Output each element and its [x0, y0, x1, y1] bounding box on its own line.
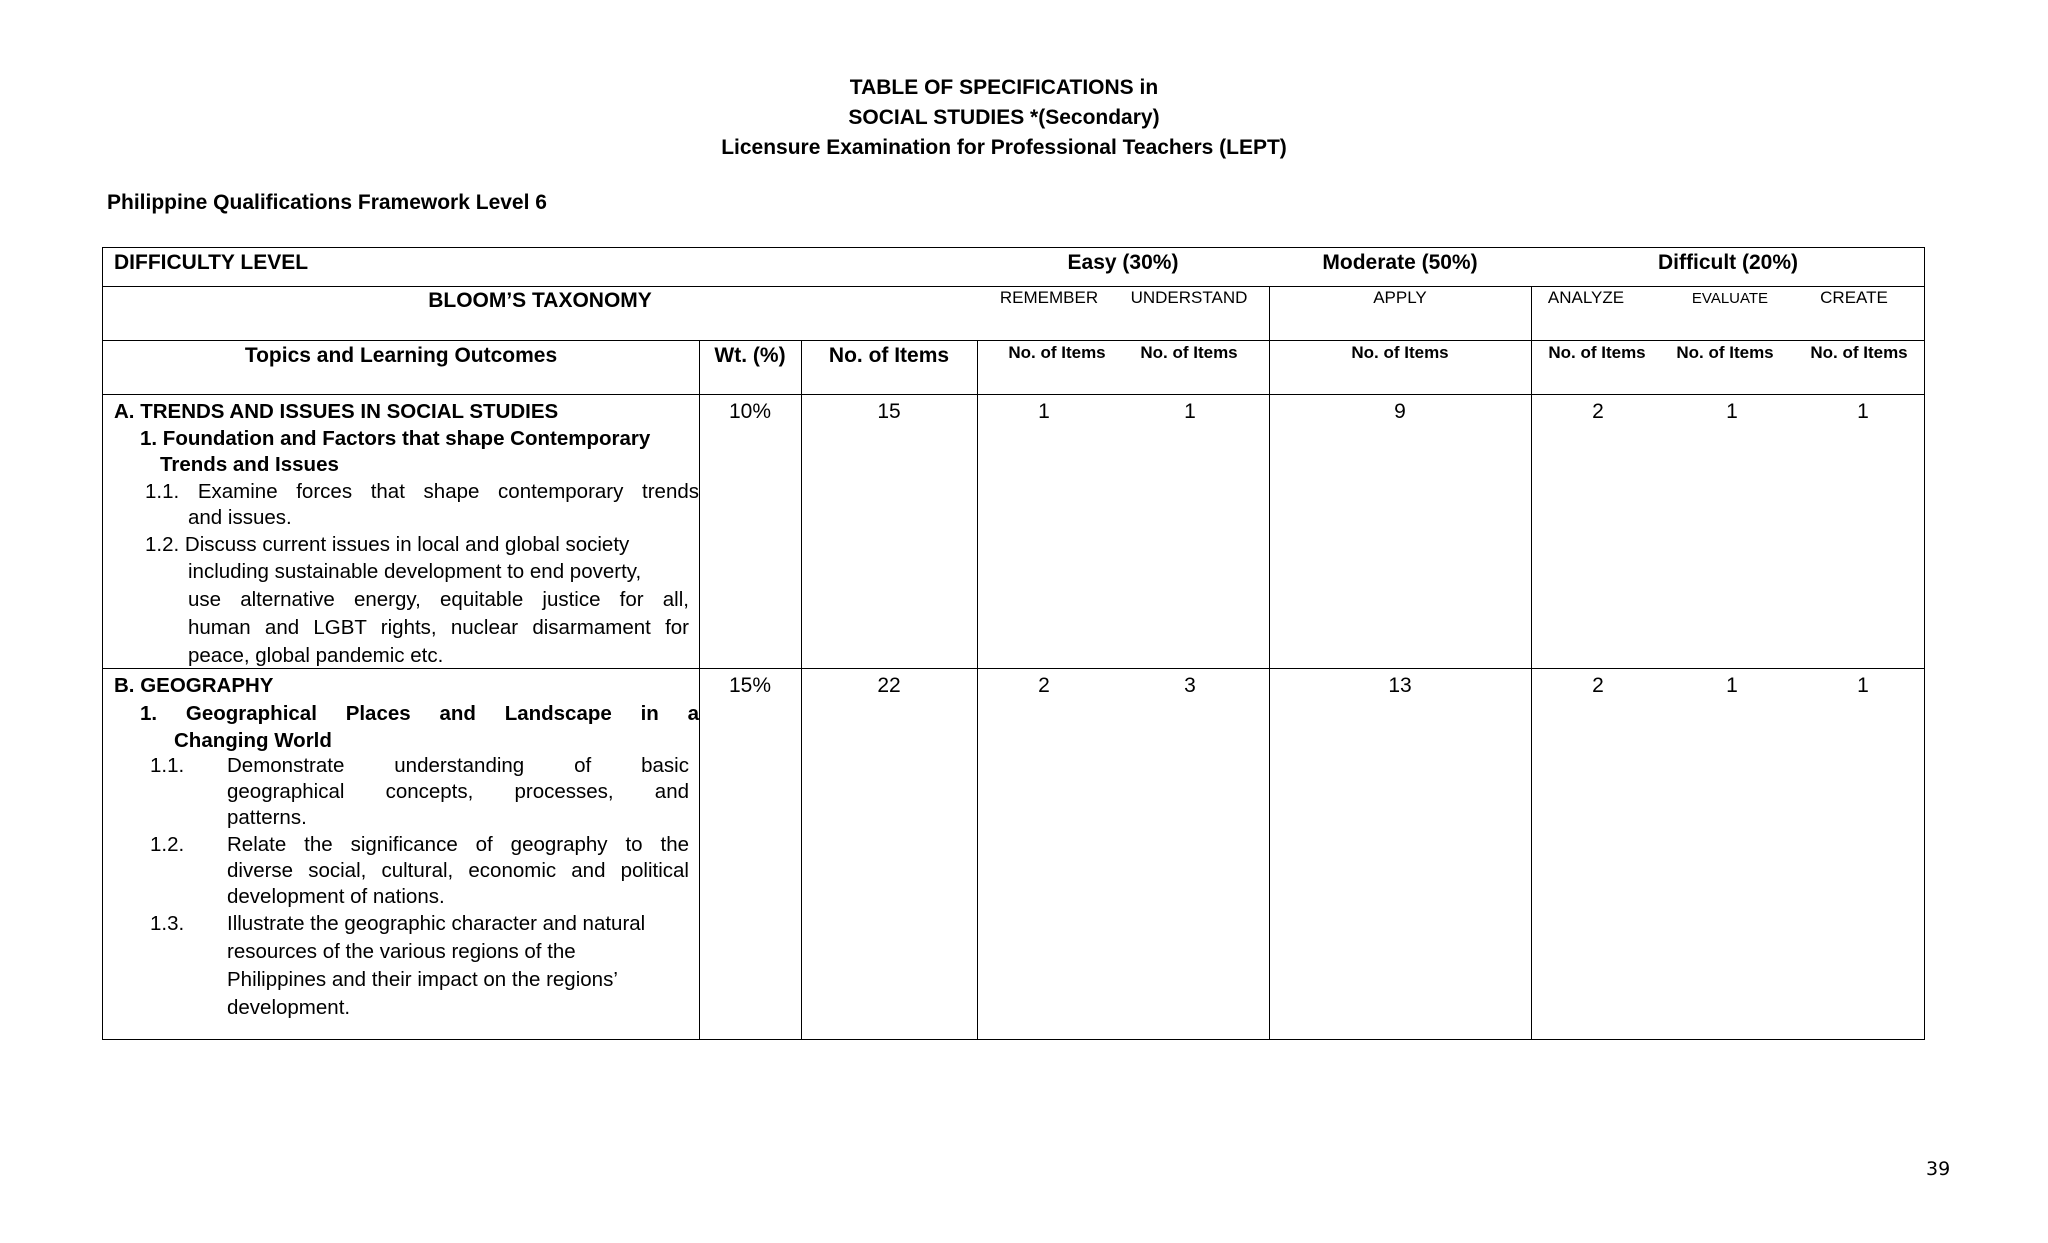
title-line-3: Licensure Examination for Professional Teachers (LEPT) — [721, 136, 1287, 159]
divider — [1531, 286, 1532, 1040]
page-number: 39 — [1926, 1158, 1951, 1180]
row-a-outcome-2-cont-2: use alternative energy, equitable justice for all, — [188, 588, 689, 611]
row-b-weight: 15% — [728, 674, 772, 697]
create-items-header: No. of Items — [1810, 343, 1908, 362]
row-b-remember: 2 — [1038, 674, 1050, 697]
row-b-outcome-1-cont-2: patterns. — [227, 806, 307, 829]
bloom-taxonomy-label: BLOOM’S TAXONOMY — [428, 289, 652, 312]
row-b-outcome-3-cont-3: development. — [227, 996, 351, 1019]
easy-label: Easy (30%) — [1067, 251, 1179, 274]
row-b-outcome-1-cont-1: geographical concepts, processes, and — [227, 780, 689, 803]
row-b-understand: 3 — [1184, 674, 1196, 697]
evaluate-items-header: No. of Items — [1676, 343, 1774, 362]
divider — [801, 340, 802, 1040]
moderate-label: Moderate (50%) — [1322, 251, 1478, 274]
row-b-outcomes — [114, 753, 699, 1023]
row-a-remember: 1 — [1038, 400, 1050, 423]
row-a-understand: 1 — [1184, 400, 1196, 423]
title-line-1: TABLE OF SPECIFICATIONS in — [849, 76, 1159, 99]
row-b-outcome-2-number: 1.2. — [150, 833, 185, 856]
difficult-label: Difficult (20%) — [1657, 251, 1799, 274]
level-apply: APPLY — [1373, 288, 1427, 307]
row-b-outcome-2-cont-1: diverse social, cultural, economic and political — [227, 859, 689, 882]
row-b-outcome-1-number: 1.1. — [150, 754, 185, 777]
row-b-outcome-3-cont-2: Philippines and their impact on the regions’ — [227, 968, 618, 991]
row-b-subheading: 1. Geographical Places and Landscape in a — [140, 701, 699, 725]
row-a-outcome-2-cont-4: peace, global pandemic etc. — [188, 644, 444, 667]
level-remember: REMEMBER — [999, 288, 1099, 307]
framework-label: Philippine Qualifications Framework Level 6 — [107, 191, 547, 214]
row-a-outcome-1-cont: and issues. — [188, 506, 292, 529]
row-a-outcome-2-cont-1: including sustainable development to end poverty, — [188, 560, 642, 583]
difficulty-level-label: DIFFICULTY LEVEL — [114, 251, 309, 274]
row-b-heading: B. GEOGRAPHY — [114, 674, 274, 697]
row-a-outcome-1: 1.1. Examine forces that shape contemporary trends — [145, 479, 699, 503]
row-b-analyze: 2 — [1592, 674, 1604, 697]
row-b-subheading-cont: Changing World — [174, 728, 332, 752]
topics-header: Topics and Learning Outcomes — [244, 344, 558, 367]
row-a-heading: A. TRENDS AND ISSUES IN SOCIAL STUDIES — [114, 400, 559, 423]
analyze-items-header: No. of Items — [1548, 343, 1646, 362]
remember-items-header: No. of Items — [1008, 343, 1106, 362]
specifications-table — [102, 247, 1925, 1040]
understand-items-header: No. of Items — [1140, 343, 1238, 362]
row-b-outcome-3-cont-1: resources of the various regions of the — [227, 940, 576, 963]
row-b-apply: 13 — [1388, 674, 1412, 697]
row-a-subheading-cont: Trends and Issues — [160, 453, 339, 476]
row-b-outcome-2-cont-2: development of nations. — [227, 885, 445, 908]
divider — [699, 340, 700, 1040]
divider — [103, 340, 1924, 341]
row-b-evaluate: 1 — [1726, 674, 1738, 697]
apply-items-header: No. of Items — [1351, 343, 1449, 362]
row-b-create: 1 — [1857, 674, 1869, 697]
row-b-outcome-1: Demonstrate understanding of basic — [227, 754, 689, 777]
row-b-outcome-2: Relate the significance of geography to the — [227, 833, 689, 856]
row-b-outcome-3-number: 1.3. — [150, 912, 185, 935]
divider — [1269, 286, 1270, 1040]
row-a-items: 15 — [877, 400, 901, 423]
weight-header: Wt. (%) — [714, 344, 786, 367]
level-analyze: ANALYZE — [1547, 288, 1625, 307]
row-a-weight: 10% — [728, 400, 772, 423]
row-a-evaluate: 1 — [1726, 400, 1738, 423]
row-b-outcome-3: Illustrate the geographic character and natural — [227, 912, 646, 935]
row-a-analyze: 2 — [1592, 400, 1604, 423]
row-b-topics — [114, 673, 699, 754]
level-create: CREATE — [1820, 288, 1888, 307]
items-header: No. of Items — [828, 344, 950, 367]
row-a-apply: 9 — [1394, 400, 1406, 423]
row-a-topics — [114, 399, 699, 670]
title-line-2: SOCIAL STUDIES *(Secondary) — [848, 106, 1160, 129]
divider — [103, 394, 1924, 395]
divider — [977, 340, 978, 1040]
row-a-subheading: 1. Foundation and Factors that shape Contemporary — [140, 426, 651, 450]
row-a-outcome-2-cont-3: human and LGBT rights, nuclear disarmament for — [188, 616, 689, 639]
row-b-items: 22 — [877, 674, 901, 697]
document-title — [0, 73, 2008, 163]
level-evaluate: EVALUATE — [1691, 290, 1769, 307]
level-understand: UNDERSTAND — [1130, 288, 1248, 307]
row-a-outcome-2: 1.2. Discuss current issues in local and global society — [145, 532, 630, 556]
row-a-create: 1 — [1857, 400, 1869, 423]
